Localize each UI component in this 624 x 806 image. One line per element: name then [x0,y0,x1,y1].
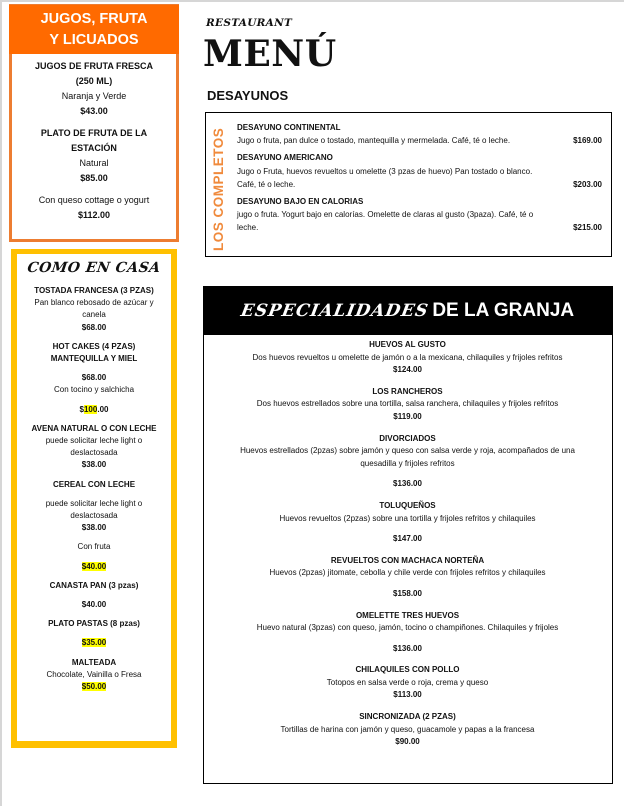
item-desc: Huevos estrellados (2pzas) sobre jamón y queso con salsa verde y roja, acompañados de una [240,446,575,456]
item-name: PLATO DE FRUTA DE LA [40,128,148,138]
jugos-list [12,59,176,223]
como-en-casa-list [17,285,171,693]
item-price: $158.00 [393,588,422,598]
item-price: $90.00 [395,737,420,747]
item-price: $119.00 [393,411,422,421]
jugos-fruta-licuados-box [9,4,179,242]
los-completos-box [205,112,612,257]
item-desc: Totopos en salsa verde o roja, crema y queso [326,677,489,687]
menu-item [204,386,611,424]
item-extra: Con tocino y salchicha [53,385,135,395]
item-price: $43.00 [80,106,108,116]
item-desc: Dos huevos estrellados sobre una tortilla, salsa ranchera, chilaquiles y frijoles refritos [256,399,559,409]
item-name: ESTACIÓN [71,143,117,153]
item-name: DIVORCIADOS [379,433,436,443]
item-name: TOSTADA FRANCESA (3 PZAS) [34,286,154,295]
los-completos-list [237,121,602,239]
menu-item [17,479,171,573]
item-name: DESAYUNO BAJO EN CALORIAS [237,197,364,207]
item-name: PLATO PASTAS (8 pzas) [48,619,140,629]
item-desc: Naranja y Verde [61,91,127,101]
item-desc: Con queso cottage o yogurt [38,195,150,205]
item-name: (250 ML) [75,76,113,86]
menu-item [12,126,176,186]
jugos-title-line2: Y LICUADOS [49,32,139,48]
item-name: DESAYUNO CONTINENTAL [237,123,341,132]
page-edge-left [0,0,2,806]
item-name: MALTEADA [71,657,117,667]
item-price: $136.00 [393,643,422,653]
item-price: $38.00 [81,523,107,533]
item-name: CANASTA PAN (3 pzas) [49,580,139,590]
item-price: $136.00 [393,479,422,489]
item-price: $124.00 [393,365,422,375]
menu-item [17,341,171,416]
item-name: SINCRONIZADA (2 PZAS) [359,712,456,722]
item-price: $68.00 [81,373,107,383]
item-desc: leche. [237,223,259,233]
item-name: JUGOS DE FRUTA FRESCA [34,61,153,71]
item-desc: Pan blanco rebosado de azúcar y [34,298,154,308]
item-name: TOLUQUEÑOS [379,500,436,510]
menu-item [204,664,611,702]
menu-item [17,423,171,472]
especialidades-header [203,286,613,335]
item-desc: jugo o fruta. Yogurt bajo en calorías. Omelette de claras al gusto (3paza). Café, té o [237,210,534,220]
como-en-casa-box [11,249,177,748]
item-desc: quesadilla y frijoles refritos [360,458,455,468]
menu-item [17,580,171,611]
especialidades-title-script: ESPECIALIDADES [239,300,431,321]
item-name: CHILAQUILES CON POLLO [355,665,460,675]
item-desc: puede solicitar leche light o [45,436,143,446]
page-edge-top [0,0,624,2]
menu-item [204,555,611,601]
item-name: HUEVOS AL GUSTO [369,340,446,349]
item-price: $68.00 [81,322,107,332]
item-price: $169.00 [573,136,602,146]
menu-item [237,151,602,191]
item-price: $38.00 [81,460,107,470]
menu-item [17,618,171,649]
como-en-casa-title: COMO EN CASA [26,260,162,276]
item-desc: Natural [79,158,109,168]
item-price: $113.00 [393,690,422,700]
especialidades-title-rest: DE LA GRANJA [432,299,575,321]
item-extra-price: $40.00 [81,561,107,571]
section-title-desayunos: DESAYUNOS [207,88,289,103]
item-desc: puede solicitar leche light o [45,498,143,508]
menu-item [237,121,602,147]
especialidades-list [204,339,611,758]
item-name: MANTEQUILLA Y MIEL [50,354,138,364]
item-price: $35.00 [81,638,107,648]
menu-item [12,193,176,223]
item-desc: deslactosada [70,511,118,521]
menu-item [204,711,611,749]
restaurant-label: RESTAURANT [206,17,293,29]
item-name: AVENA NATURAL O CON LECHE [31,423,157,433]
item-desc: Café, té o leche. [237,179,296,189]
jugos-header [9,5,179,54]
especialidades-box [203,286,613,784]
menu-item [17,285,171,334]
item-name: REVUELTOS CON MACHACA NORTEÑA [330,555,485,565]
item-price: $203.00 [573,179,602,189]
item-desc: Jugo o fruta, pan dulce o tostado, mantequilla y mermelada. Café, té o leche. [237,136,511,146]
item-extra: Con fruta [77,542,111,552]
jugos-title-line1: JUGOS, FRUTA [40,11,148,27]
item-name: HOT CAKES (4 PZAS) [52,341,136,351]
item-desc: Huevos revueltos (2pzas) sobre una tortilla y frijoles refritos y chilaquiles [279,513,536,523]
menu-item [204,433,611,491]
los-completos-vertical-label: LOS COMPLETOS [211,127,226,251]
menu-item [17,657,171,694]
item-name: CEREAL CON LECHE [52,479,136,489]
page-title: MENÚ [203,33,337,75]
item-price: $85.00 [80,173,108,183]
item-price: $147.00 [393,534,422,544]
item-desc: Tortillas de harina con jamón y queso, guacamole y papas a la francesa [280,724,535,734]
item-price: $50.00 [81,682,107,692]
menu-item [204,610,611,656]
menu-item [204,500,611,546]
item-desc: Dos huevos revueltos u omelette de jamón o a la mexicana, chilaquiles y frijoles refritos [252,352,563,362]
item-price: $40.00 [81,600,107,610]
item-desc: canela [82,310,106,320]
item-price: $215.00 [573,223,602,233]
item-name: DESAYUNO AMERICANO [237,153,333,163]
item-desc: Chocolate, Vainilla o Fresa [46,669,142,679]
item-name: OMELETTE TRES HUEVOS [355,610,460,620]
menu-item [204,339,611,377]
menu-item [12,59,176,119]
item-name: LOS RANCHEROS [372,386,443,396]
item-extra-price: $100.00 [79,404,109,414]
item-desc: Huevos (2pzas) jitomate, cebolla y chile verde con frijoles refritos y chilaquiles [269,568,546,578]
item-desc: deslactosada [70,448,118,458]
menu-item [237,195,602,235]
item-price: $112.00 [77,210,111,220]
item-desc: Jugo o Fruta, huevos revueltos u omelette (3 pzas de huevo) Pan tostado o blanco. [237,166,533,176]
item-desc: Huevo natural (3pzas) con queso, jamón, tocino o champiñones. Chilaquiles y frijoles [256,623,559,633]
